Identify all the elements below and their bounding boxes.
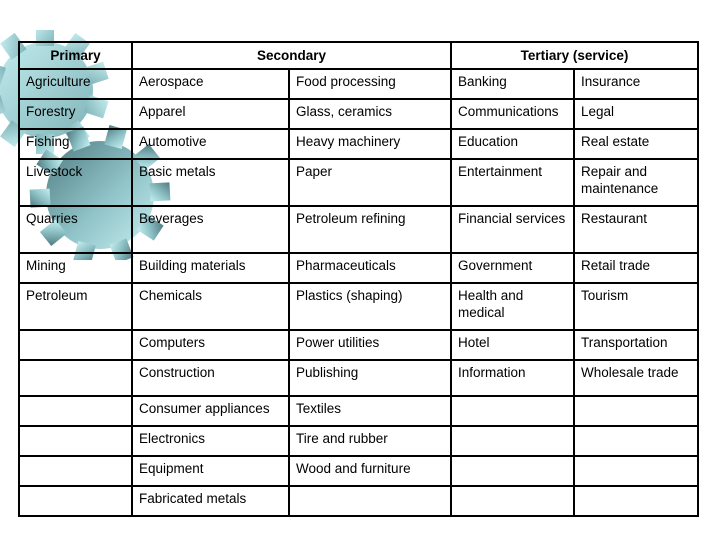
tertiary-cell: [451, 426, 574, 456]
secondary-cell: Automotive: [132, 129, 289, 159]
primary-cell: Quarries: [19, 206, 132, 253]
secondary-cell: Fabricated metals: [132, 486, 289, 516]
table-row: [19, 129, 698, 159]
secondary-cell: Consumer appliances: [132, 396, 289, 426]
secondary-cell: Petroleum refining: [289, 206, 451, 253]
primary-cell: Fishing: [19, 129, 132, 159]
table-row: [19, 69, 698, 99]
tertiary-cell: [574, 486, 698, 516]
secondary-cell: Apparel: [132, 99, 289, 129]
tertiary-cell: Tourism: [574, 283, 698, 330]
primary-cell: [19, 426, 132, 456]
primary-cell: [19, 330, 132, 360]
tertiary-cell: Information: [451, 360, 574, 396]
secondary-cell: Wood and furniture: [289, 456, 451, 486]
table-row: [19, 283, 698, 330]
tertiary-cell: Banking: [451, 69, 574, 99]
secondary-cell: Textiles: [289, 396, 451, 426]
tertiary-cell: Retail trade: [574, 253, 698, 283]
table-row: [19, 253, 698, 283]
tertiary-cell: Legal: [574, 99, 698, 129]
secondary-cell: Heavy machinery: [289, 129, 451, 159]
secondary-cell: Tire and rubber: [289, 426, 451, 456]
tertiary-cell: Repair and maintenance: [574, 159, 698, 206]
header-tertiary: Tertiary (service): [451, 42, 698, 69]
primary-cell: Agriculture: [19, 69, 132, 99]
primary-cell: Forestry: [19, 99, 132, 129]
secondary-cell: Power utilities: [289, 330, 451, 360]
header-row: [19, 42, 698, 69]
tertiary-cell: Education: [451, 129, 574, 159]
table-row: [19, 396, 698, 426]
secondary-cell: Food processing: [289, 69, 451, 99]
primary-cell: Livestock: [19, 159, 132, 206]
header-secondary: Secondary: [132, 42, 451, 69]
secondary-cell: Chemicals: [132, 283, 289, 330]
tertiary-cell: [574, 456, 698, 486]
tertiary-cell: [574, 426, 698, 456]
primary-cell: Petroleum: [19, 283, 132, 330]
secondary-cell: Building materials: [132, 253, 289, 283]
secondary-cell: Beverages: [132, 206, 289, 253]
primary-cell: [19, 486, 132, 516]
secondary-cell: Construction: [132, 360, 289, 396]
table-row: [19, 206, 698, 253]
secondary-cell: Computers: [132, 330, 289, 360]
header-primary: Primary: [19, 42, 132, 69]
tertiary-cell: Restaurant: [574, 206, 698, 253]
table-row: [19, 330, 698, 360]
tertiary-cell: Wholesale trade: [574, 360, 698, 396]
tertiary-cell: Communications: [451, 99, 574, 129]
tertiary-cell: Entertainment: [451, 159, 574, 206]
tertiary-cell: [451, 456, 574, 486]
secondary-cell: Electronics: [132, 426, 289, 456]
primary-cell: [19, 456, 132, 486]
tertiary-cell: Government: [451, 253, 574, 283]
tertiary-cell: Financial services: [451, 206, 574, 253]
secondary-cell: Plastics (shaping): [289, 283, 451, 330]
table-row: [19, 99, 698, 129]
tertiary-cell: Health and medical: [451, 283, 574, 330]
secondary-cell: [289, 486, 451, 516]
table-row: [19, 360, 698, 396]
table-row: [19, 486, 698, 516]
secondary-cell: Basic metals: [132, 159, 289, 206]
secondary-cell: Paper: [289, 159, 451, 206]
table-row: [19, 159, 698, 206]
secondary-cell: Publishing: [289, 360, 451, 396]
tertiary-cell: Transportation: [574, 330, 698, 360]
secondary-cell: Pharmaceuticals: [289, 253, 451, 283]
secondary-cell: Equipment: [132, 456, 289, 486]
tertiary-cell: [574, 396, 698, 426]
secondary-cell: Aerospace: [132, 69, 289, 99]
primary-cell: [19, 360, 132, 396]
primary-cell: [19, 396, 132, 426]
secondary-cell: Glass, ceramics: [289, 99, 451, 129]
tertiary-cell: Real estate: [574, 129, 698, 159]
table-row: [19, 456, 698, 486]
industry-sectors-table: [18, 41, 699, 517]
primary-cell: Mining: [19, 253, 132, 283]
tertiary-cell: Insurance: [574, 69, 698, 99]
tertiary-cell: [451, 396, 574, 426]
table-row: [19, 426, 698, 456]
tertiary-cell: [451, 486, 574, 516]
tertiary-cell: Hotel: [451, 330, 574, 360]
